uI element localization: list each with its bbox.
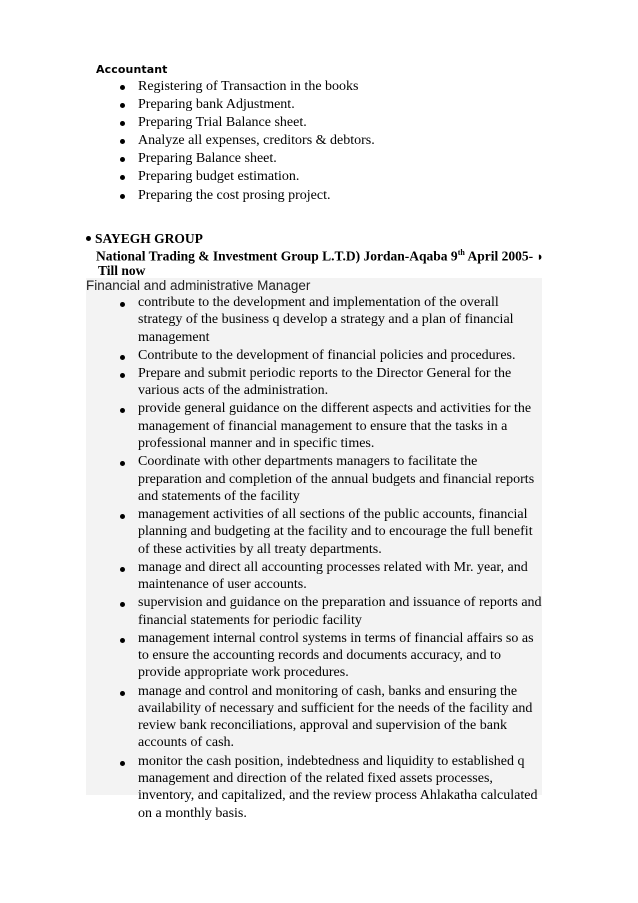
list-item: Coordinate with other departments managers to facilitate the preparation and completion of the annual budgets and financial reports and statements of the facility (118, 453, 542, 505)
list-item: management activities of all sections of the public accounts, financial planning and budgeting at the facility and to encourage the full benefit of these activities by all treaty departments. (118, 506, 542, 558)
date-suffix: th (457, 248, 465, 257)
list-item: manage and direct all accounting processes related with Mr. year, and maintenance of user accounts. (118, 559, 542, 594)
list-item: contribute to the development and implementation of the overall strategy of the business q develop a strategy and a plan of financial management (118, 294, 542, 346)
list-item: Analyze all expenses, creditors & debtors. (118, 132, 375, 150)
list-item: Preparing budget estimation. (118, 168, 375, 186)
accountant-heading: Accountant (96, 63, 168, 76)
list-item: Preparing Balance sheet. (118, 150, 375, 168)
arrow-icon: ◗ (536, 249, 544, 264)
responsibilities-list (118, 294, 542, 823)
list-item: monitor the cash position, indebtedness and liquidity to established q management and direction of the related fixed assets processes, inventory, and capitalized, and the review process Ahlakatha calculated on a monthly basis. (118, 753, 542, 822)
till-now-label: Till now (98, 263, 146, 278)
company-heading (86, 231, 203, 247)
list-item: supervision and guidance on the preparation and issuance of reports and financial statements for periodic facility (118, 594, 542, 629)
list-item: manage and control and monitoring of cash, banks and ensuring the availability of necessary and sufficient for the needs of the facility and review bank reconciliations, approval and supervision of the bank accounts of cash. (118, 683, 542, 752)
list-item: Preparing the cost prosing project. (118, 187, 375, 205)
list-item: Prepare and submit periodic reports to the Director General for the various acts of the administration. (118, 365, 542, 400)
list-item: Preparing Trial Balance sheet. (118, 114, 375, 132)
list-item: management internal control systems in terms of financial affairs so as to ensure the accounting records and documents accuracy, and to provide appropriate work procedures. (118, 630, 542, 682)
organization-date: April 2005- (464, 248, 537, 264)
accountant-duties-list (118, 78, 375, 205)
list-item: Registering of Transaction in the books (118, 78, 375, 96)
company-name: SAYEGH GROUP (95, 231, 203, 246)
bullet-icon (86, 236, 91, 241)
list-item: provide general guidance on the different aspects and activities for the management of financial management to ensure that the tasks in a professional manner and in specific times. (118, 400, 542, 452)
organization-name: National Trading & Investment Group L.T.D) Jordan-Aqaba 9 (96, 248, 458, 264)
list-item: Contribute to the development of financial policies and procedures. (118, 347, 542, 364)
list-item: Preparing bank Adjustment. (118, 96, 375, 114)
organization-line (96, 248, 544, 265)
role-title: Financial and administrative Manager (86, 278, 311, 293)
